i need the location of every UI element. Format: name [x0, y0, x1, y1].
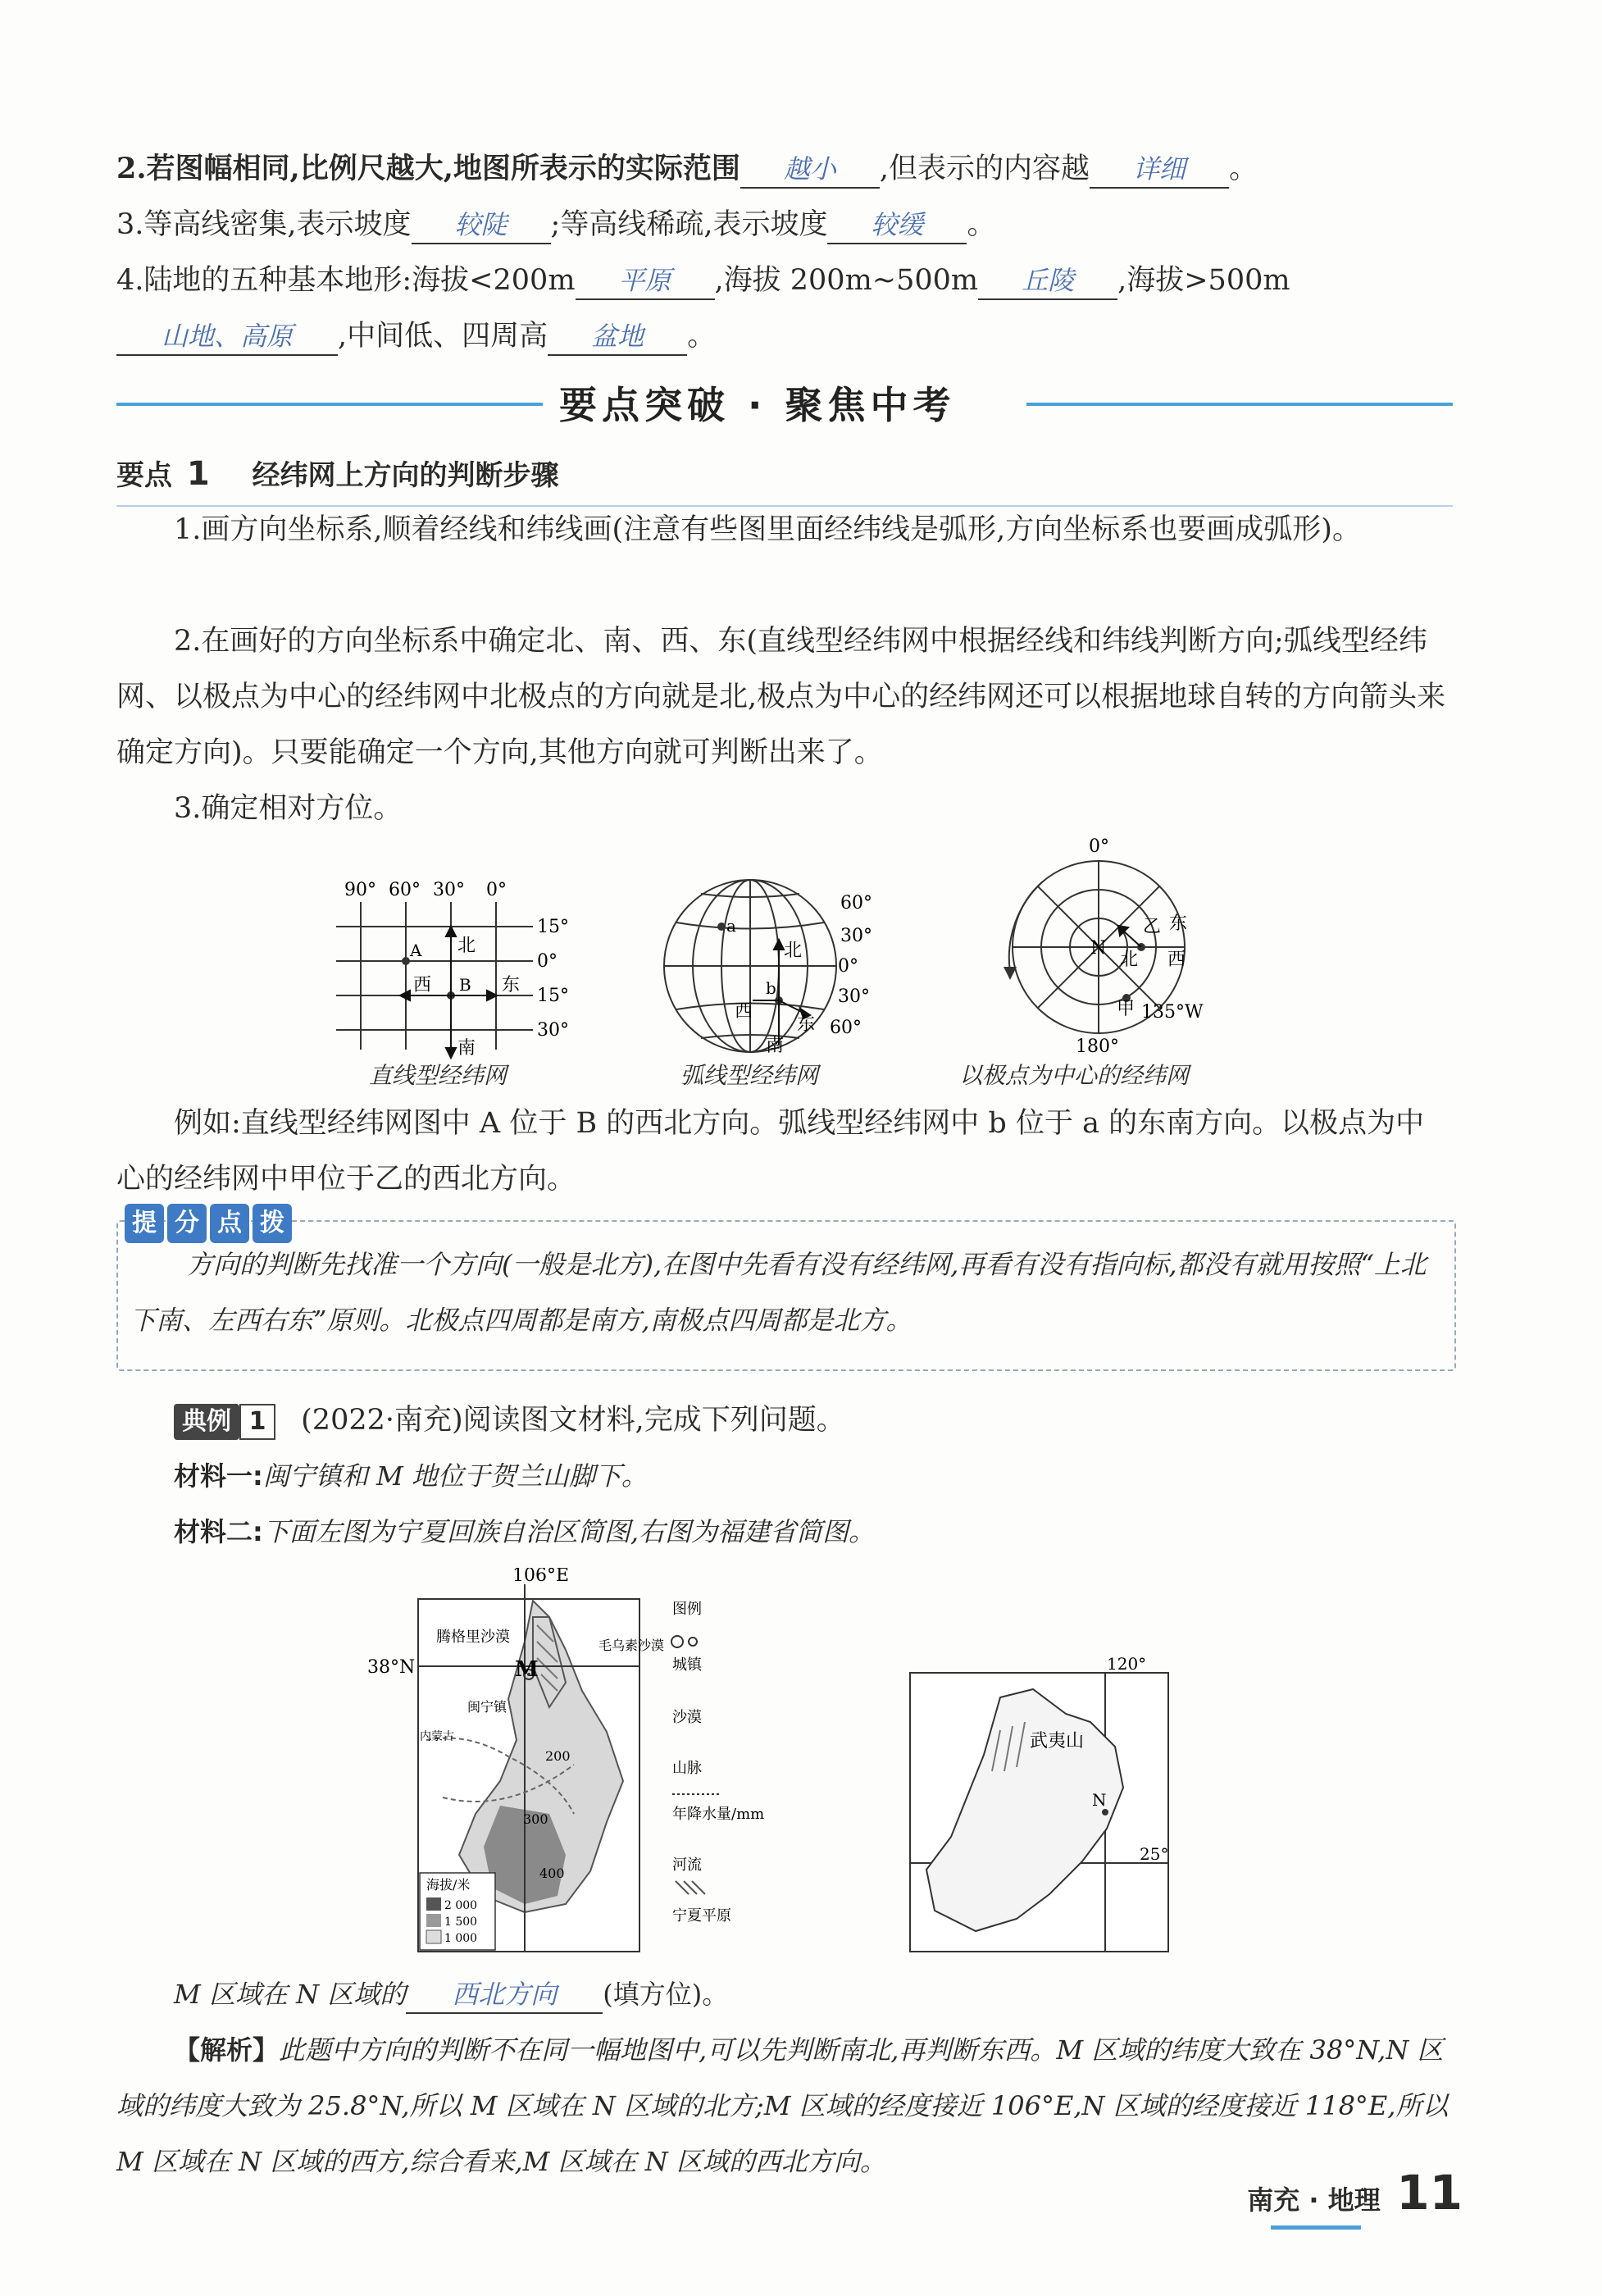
ningxia-maowusu: 毛乌素沙漠 — [598, 1638, 665, 1653]
q3-answer-2: 较缓 — [827, 207, 967, 244]
tip-badge-char: 拨 — [253, 1204, 292, 1243]
q4-answer-1: 平原 — [576, 262, 715, 300]
grid-lat-0: 0° — [537, 951, 558, 972]
globe-diagram — [656, 869, 885, 1066]
grid-point-a: A — [410, 941, 422, 960]
legend-plain: 宁夏平原 — [672, 1907, 731, 1925]
q3-text-c: 。 — [967, 208, 996, 241]
tip-text: 方向的判断先找准一个方向(一般是北方),在图中先看有没有经纬网,再看有没有指向标,都没有就用按照“上北下南、左西右东”原则。北极点四周都是南方,南极点四周都是北方。 — [130, 1249, 1427, 1336]
example-badge: 典例 — [174, 1404, 239, 1440]
polar-north: 北 — [1120, 950, 1139, 970]
legend-title: 图例 — [672, 1601, 702, 1618]
grid-lon-90: 90° — [344, 880, 376, 900]
legend-desert: 沙漠 — [672, 1709, 702, 1726]
elev-1000: 1 000 — [444, 1932, 478, 1945]
globe-north: 北 — [784, 941, 803, 961]
ningxia-neimenggu: 内蒙古 — [420, 1730, 454, 1743]
polar-top: 0° — [1089, 836, 1109, 857]
example-number: 1 — [239, 1404, 275, 1440]
tip-badge-char: 分 — [167, 1204, 207, 1243]
q4-text: 4.陆地的五种基本地形:海拔<200m — [116, 264, 576, 297]
material-1 — [174, 1456, 648, 1496]
globe-lat-0: 0° — [838, 956, 858, 977]
polar-east: 东 — [1169, 913, 1188, 934]
straight-grid-diagram — [328, 869, 590, 1066]
grid-lon-30: 30° — [433, 880, 465, 900]
fujian-map — [902, 1648, 1181, 1960]
q4-text-d: ,中间低、四周高 — [338, 320, 548, 353]
footer-label: 南充 · 地理 — [1247, 2184, 1381, 2216]
polar-caption: 以极点为中心的经纬网 — [959, 1062, 1190, 1089]
globe-point-a: a — [726, 916, 736, 936]
grid-caption: 直线型经纬网 — [369, 1062, 507, 1089]
grid-lat-30s: 30° — [537, 1020, 569, 1041]
tip-box — [116, 1220, 1456, 1371]
page-footer — [1247, 2165, 1463, 2221]
material-1-text: 闽宁镇和 M 地位于贺兰山脚下。 — [262, 1460, 648, 1492]
ningxia-minning: 闽宁镇 — [467, 1699, 507, 1715]
section-title: 要点突破 · 聚焦中考 — [559, 383, 956, 427]
grid-east: 东 — [502, 975, 521, 995]
ningxia-map — [361, 1568, 787, 1961]
q2-text: 2.若图幅相同,比例尺越大,地图所表示的实际范围 — [116, 152, 740, 185]
step-2: 2.在画好的方向坐标系中确定北、南、西、东(直线型经纬网中根据经线和纬线判断方向;弧线型经纬网、以极点为中心的经纬网中北极点的方向就是北,极点为中心的经纬网还可以根据地球自转的方向箭头来确定方向)。只要能确定一个方向,其他方向就可判断出来了。 — [116, 625, 1446, 769]
globe-lat-30n: 30° — [840, 926, 872, 946]
globe-lat-60s: 60° — [830, 1018, 862, 1038]
material-1-label: 材料一: — [174, 1460, 263, 1492]
question-3 — [116, 205, 995, 244]
example-head — [174, 1401, 845, 1440]
polar-bottom: 180° — [1076, 1036, 1119, 1054]
globe-east: 东 — [797, 1014, 816, 1035]
page-number: 11 — [1396, 2165, 1463, 2221]
grid-north: 北 — [457, 936, 476, 956]
globe-lat-60n: 60° — [840, 893, 872, 913]
keypoint-number: 1 — [186, 455, 210, 493]
globe-west: 西 — [735, 1001, 753, 1022]
question-text: M 区域在 N 区域的 — [174, 1979, 407, 2010]
tip-badge — [125, 1204, 292, 1243]
ningxia-tengger: 腾格里沙漠 — [436, 1629, 510, 1646]
elev-2000: 2 000 — [444, 1899, 478, 1912]
q3-text: 3.等高线密集,表示坡度 — [116, 208, 412, 241]
fujian-point-n: N — [1092, 1790, 1107, 1810]
question-text-b: (填方位)。 — [603, 1979, 729, 2010]
grid-lat-15s: 15° — [537, 986, 569, 1006]
ningxia-m: M — [515, 1657, 539, 1682]
q4-answer-2: 丘陵 — [978, 262, 1117, 300]
fujian-lon: 120° — [1107, 1654, 1147, 1674]
grid-lon-60: 60° — [389, 880, 421, 900]
polar-right: 135°W — [1141, 1002, 1204, 1023]
material-2 — [174, 1512, 875, 1551]
q2-text-b: ,但表示的内容越 — [879, 153, 1090, 185]
example-head-text: (2022·南充)阅读图文材料,完成下列问题。 — [301, 1404, 845, 1437]
q2-answer-2: 详细 — [1090, 151, 1229, 189]
section-rule-right — [1026, 403, 1453, 406]
q3-answer-1: 较陡 — [412, 207, 551, 244]
q3-text-b: ;等高线稀疏,表示坡度 — [550, 208, 828, 241]
grid-lat-15n: 15° — [537, 917, 569, 937]
fujian-mountain: 武夷山 — [1030, 1731, 1085, 1752]
analysis-label: 【解析】 — [174, 2034, 280, 2066]
ningxia-iso-400: 400 — [539, 1866, 565, 1881]
section-header — [116, 367, 1453, 441]
question-4 — [116, 261, 1290, 300]
grid-point-b: B — [459, 975, 471, 995]
step-3: 3.确定相对方位。 — [174, 792, 403, 825]
material-2-label: 材料二: — [174, 1516, 263, 1547]
tip-badge-char: 点 — [210, 1204, 249, 1243]
keypoint-label: 要点 — [116, 459, 172, 492]
footer-accent — [1271, 2225, 1361, 2230]
globe-point-b: b — [766, 978, 776, 998]
example-text: 例如:直线型经纬网图中 A 位于 B 的西北方向。弧线型经纬网中 b 位于 a 的东南方向。以极点为中心的经纬网中甲位于乙的西北方向。 — [116, 1107, 1425, 1196]
q4-answer-3: 山地、高原 — [116, 318, 338, 356]
q4-text-c: ,海拔>500m — [1117, 264, 1290, 297]
step-1: 1.画方向坐标系,顺着经线和纬线画(注意有些图里面经纬线是弧形,方向坐标系也要画成弧形)。 — [174, 513, 1361, 546]
grid-west: 西 — [413, 975, 432, 995]
keypoint-title: 经纬网上方向的判断步骤 — [252, 459, 559, 492]
legend-mountain: 山脉 — [672, 1760, 702, 1777]
q2-text-c: 。 — [1229, 153, 1258, 185]
polar-west: 西 — [1167, 950, 1186, 970]
tip-badge-char: 提 — [125, 1204, 164, 1243]
material-2-text: 下面左图为宁夏回族自治区简图,右图为福建省简图。 — [262, 1516, 875, 1547]
q2-answer-1: 越小 — [740, 151, 880, 189]
globe-caption: 弧线型经纬网 — [680, 1062, 819, 1089]
fujian-lat: 25° — [1140, 1844, 1169, 1864]
section-rule-left — [116, 403, 543, 406]
grid-lon-0: 0° — [486, 880, 507, 900]
polar-diagram — [967, 832, 1238, 1054]
ningxia-lat: 38°N — [367, 1657, 416, 1678]
question-answer: 西北方向 — [406, 1976, 603, 2014]
polar-pole: N — [1090, 938, 1107, 959]
ningxia-iso-300: 300 — [523, 1811, 548, 1827]
legend-precip: 年降水量/mm — [672, 1806, 765, 1823]
question-2 — [116, 149, 1258, 189]
grid-south: 南 — [457, 1038, 476, 1059]
legend-town: 城镇 — [672, 1656, 702, 1674]
q4-answer-4: 盆地 — [548, 318, 687, 356]
globe-south: 南 — [766, 1036, 785, 1056]
legend-river: 河流 — [672, 1856, 702, 1874]
question-fill — [174, 1975, 728, 2014]
elev-1500: 1 500 — [444, 1916, 478, 1929]
ningxia-lon: 106°E — [512, 1568, 570, 1586]
ningxia-iso-200: 200 — [545, 1748, 571, 1764]
question-4-cont — [116, 317, 716, 356]
polar-yi: 乙 — [1143, 917, 1162, 937]
analysis-text: 此题中方向的判断不在同一幅地图中,可以先判断南北,再判断东西。M 区域的纬度大致在 38°N,N 区域的纬度大致为 25.8°N,所以 M 区域在 N 区域的北方;M 区域的经度接近 106°E,N 区域的经度接近 118°E,所以 M 区域在 N 区域的西方,综合看来,M 区域在 N 区域的西北方向。 — [116, 2034, 1449, 2177]
q4-text-b: ,海拔 200m~500m — [714, 264, 979, 297]
keypoint-heading — [116, 453, 1453, 507]
polar-jia: 甲 — [1117, 999, 1136, 1019]
globe-lat-30s: 30° — [838, 986, 870, 1007]
q4-text-e: 。 — [687, 320, 717, 353]
elev-title: 海拔/米 — [426, 1877, 471, 1893]
